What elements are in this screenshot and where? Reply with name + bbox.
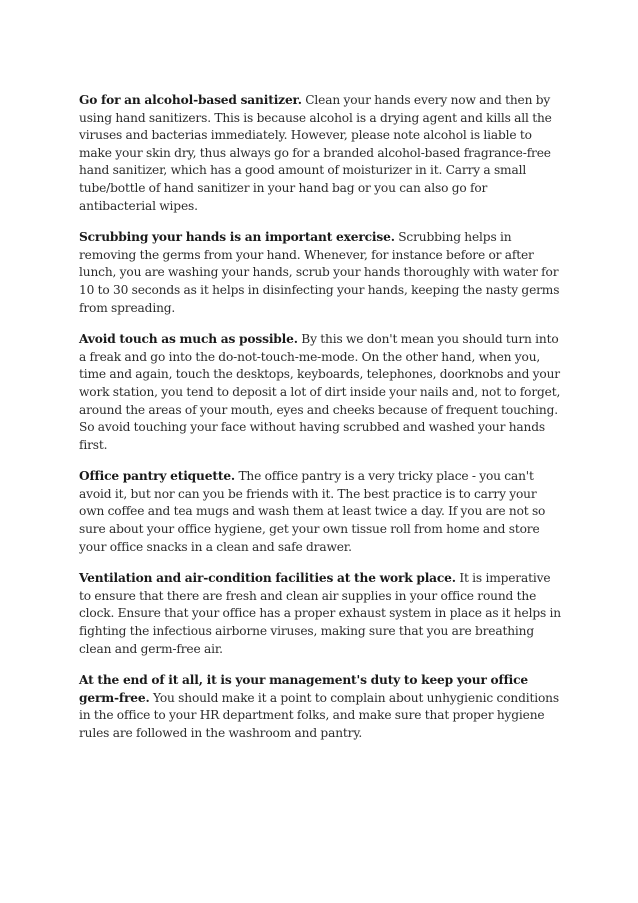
paragraph-text: Scrubbing helps in removing the germs from your hand. Whenever, for instance before or after lunch, you are washing your hands, scrub your hands thoroughly with water for 10 to 30 seconds as it helps in disinfecting your hands, keeping the nasty germs from spreading. [79,230,560,315]
paragraph-text: By this we don't mean you should turn into a freak and go into the do-not-touch-me-mode. On the other hand, when you, time and again, touch the desktops, keyboards, telephones, doorknobs and your work station, you tend to deposit a lot of dirt inside your nails and, not to forget, around the areas of your mouth, eyes and cheeks because of frequent touching. So avoid touching your face without having scrubbed and washed your hands first. [79,332,561,452]
paragraph-heading: Go for an alcohol-based sanitizer. [79,93,302,107]
paragraph-management-duty [79,672,561,742]
paragraph-text: It is imperative to ensure that there are fresh and clean air supplies in your office round the clock. Ensure that your office has a proper exhaust system in place as it helps in fighting the infectious airborne viruses, making sure that you are breathing clean and germ-free air. [79,571,561,656]
paragraph-heading: Scrubbing your hands is an important exercise. [79,230,395,245]
paragraph-avoid-touch [79,331,561,454]
document-body [79,92,561,757]
paragraph-text: Clean your hands every now and then by using hand sanitizers. This is because alcohol is a drying agent and kills all the viruses and bacterias immediately. However, please note alcohol is liable to make your skin dry, thus always go for a branded alcohol-based fragrance-free hand sanitizer, which has a good amount of moisturizer in it. Carry a small tube/bottle of hand sanitizer in your hand bag or you can also go for antibacterial wipes. [79,93,552,213]
paragraph-heading: Office pantry etiquette. [79,469,236,484]
paragraph-scrubbing-hands [79,229,561,317]
paragraph-text: You should make it a point to complain about unhygienic conditions in the office to your HR department folks, and make sure that proper hygiene rules are followed in the washroom and pantry. [79,690,559,740]
paragraph-heading: Ventilation and air-condition facilities at the work place. [79,571,456,586]
paragraph-heading: At the end of it all, it is your management's duty to keep your office germ-free. [79,673,529,705]
paragraph-ventilation [79,570,561,658]
paragraph-heading: Avoid touch as much as possible. [79,332,298,347]
paragraph-pantry-etiquette [79,468,561,556]
paragraph-alcohol-sanitizer [79,92,561,215]
paragraph-text: The office pantry is a very tricky place - you can't avoid it, but nor can you be friends with it. The best practice is to carry your own coffee and tea mugs and wash them at least twice a day. If you are not so sure about your office hygiene, get your own tissue roll from home and store your office snacks in a clean and safe drawer. [79,469,546,554]
